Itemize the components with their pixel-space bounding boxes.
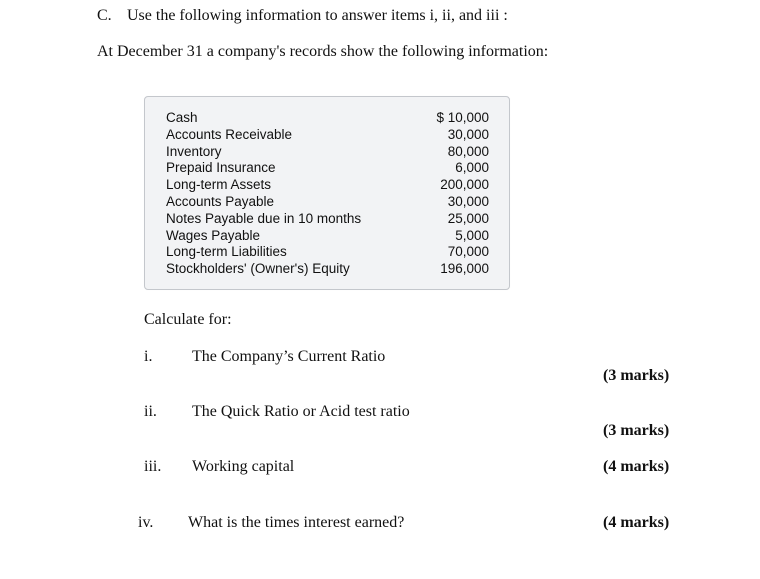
account-name: Notes Payable due in 10 months (166, 210, 362, 226)
account-name: Stockholders' (Owner's) Equity (166, 261, 350, 277)
question-intro: At December 31 a company's records show the following information: (97, 43, 549, 60)
item-number: iii. (144, 458, 162, 475)
account-value: 200,000 (440, 177, 489, 193)
accounts-table (144, 96, 510, 290)
question-instruction: Use the following information to answer items i, ii, and iii : (127, 7, 508, 24)
item-text: The Company’s Current Ratio (192, 348, 386, 365)
account-value: $ 10,000 (436, 110, 489, 125)
account-value: 6,000 (455, 160, 489, 176)
account-name: Cash (166, 110, 198, 125)
account-value: 30,000 (447, 126, 489, 142)
item-text: What is the times interest earned? (188, 514, 405, 531)
account-name: Accounts Payable (166, 193, 275, 209)
account-name: Long-term Assets (166, 177, 272, 193)
account-values-column (436, 110, 489, 278)
item-number: ii. (144, 403, 157, 420)
question-letter: C. (97, 7, 112, 24)
item-text: Working capital (192, 458, 295, 475)
account-value: 5,000 (455, 227, 489, 243)
account-value: 70,000 (447, 244, 489, 260)
item-marks: (3 marks) (603, 422, 670, 439)
calculate-label: Calculate for: (144, 311, 232, 328)
item-text: The Quick Ratio or Acid test ratio (192, 403, 410, 420)
account-value: 196,000 (440, 261, 489, 277)
account-name: Long-term Liabilities (166, 244, 287, 260)
account-name: Prepaid Insurance (166, 160, 276, 176)
account-value: 30,000 (447, 193, 489, 209)
item-number: iv. (138, 514, 154, 531)
item-marks: (4 marks) (603, 514, 670, 531)
item-marks: (4 marks) (603, 458, 670, 475)
account-value: 25,000 (447, 210, 489, 226)
account-name: Accounts Receivable (166, 126, 293, 142)
account-value: 80,000 (447, 143, 489, 159)
item-number: i. (144, 348, 153, 365)
account-names-column (166, 110, 361, 278)
account-name: Wages Payable (166, 227, 261, 243)
item-marks: (3 marks) (603, 367, 670, 384)
account-name: Inventory (166, 143, 222, 159)
